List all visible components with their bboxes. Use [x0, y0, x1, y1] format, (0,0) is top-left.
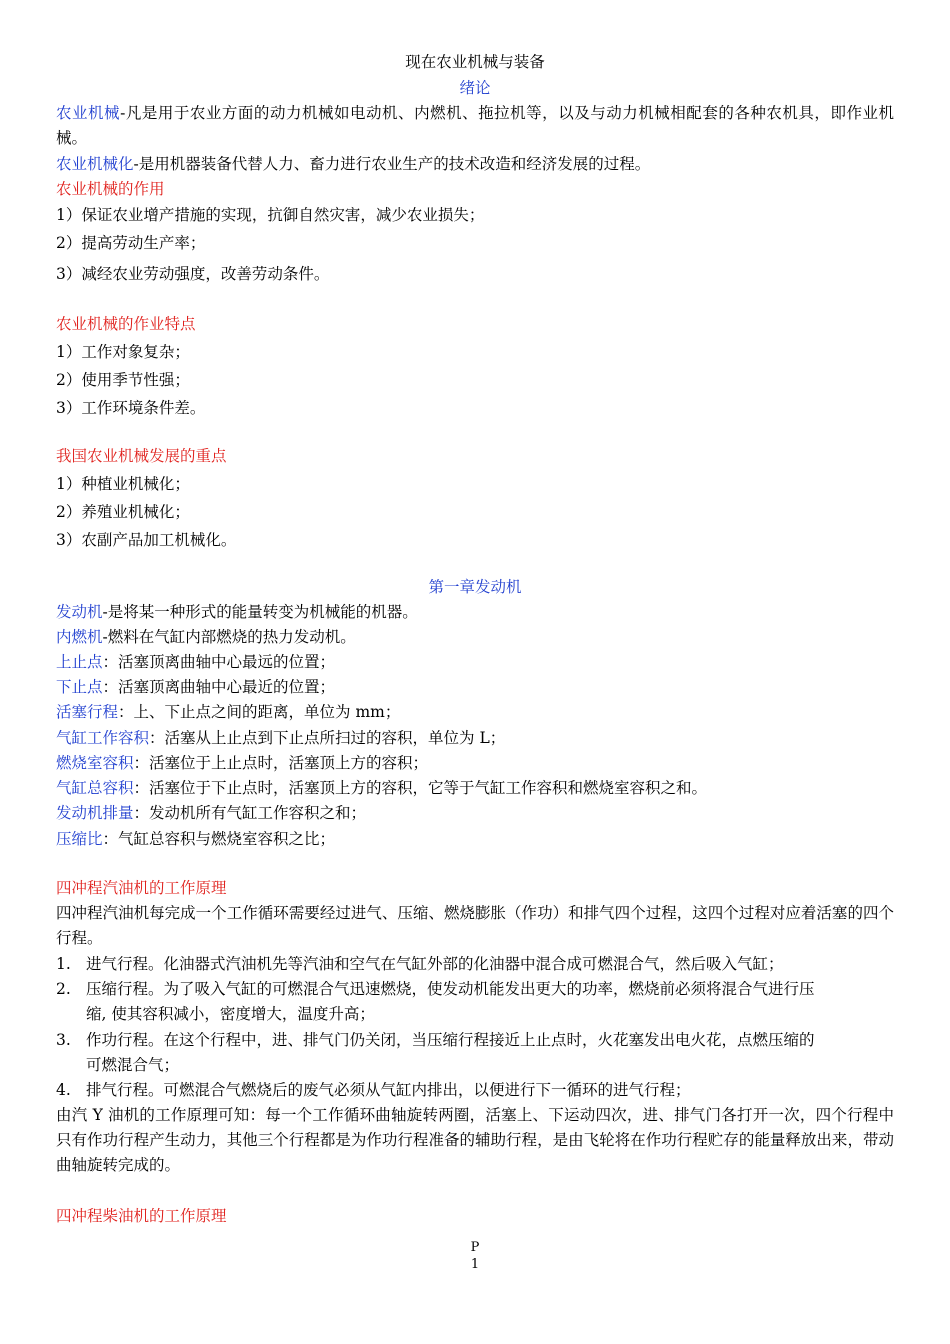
list-item: 3）农副产品加工机械化。	[56, 531, 237, 549]
summary-paragraph: 由汽 Y 油机的工作原理可知：每一个工作循环曲轴旋转两圈，活塞上、下运动四次，进、排气门各打开一次，四个行程中只有作功行程产生动力，其他三个行程都是为作功行程准备的辅助行程，是由飞轮将在作功行程贮存的能量释放出来，带动曲轴旋转完成的。	[56, 1106, 894, 1174]
definition-text: ：上、下止点之间的距离，单位为 mm；	[118, 703, 401, 721]
focus-heading: 我国农业机械发展的重点	[56, 447, 227, 465]
step-item	[56, 977, 894, 1002]
term: 下止点	[56, 678, 103, 696]
definition-line	[56, 827, 894, 852]
feature-heading: 农业机械的作业特点	[56, 315, 196, 333]
role-heading: 农业机械的作用	[56, 180, 165, 198]
gasoline-heading: 四冲程汽油机的工作原理	[56, 879, 227, 897]
definition-line	[56, 776, 894, 801]
step-number: 4.	[56, 1081, 71, 1099]
definition-line	[56, 625, 894, 650]
definition-text: ：活塞位于下止点时，活塞顶上方的容积，它等于气缸工作容积和燃烧室容积之和。	[133, 779, 708, 797]
step-text: 进气行程。化油器式汽油机先等汽油和空气在气缸外部的化油器中混合成可燃混合气，然后吸入气缸；	[86, 955, 784, 973]
definition-line	[56, 726, 894, 751]
term: 农业机械化	[56, 155, 134, 173]
term: 发动机	[56, 603, 103, 621]
definition-text: ：活塞位于上止点时，活塞顶上方的容积；	[133, 754, 429, 772]
definition-text: -是用机器装备代替人力、畜力进行农业生产的技术改造和经济发展的过程。	[133, 155, 651, 173]
definition-text: ：活塞从上止点到下止点所扫过的容积，单位为 L；	[149, 729, 506, 747]
step-continuation: 缩, 使其容积减小，密度增大，温度升高；	[86, 1005, 375, 1023]
intro-heading: 绪论	[459, 79, 491, 97]
footer-label: P	[470, 1240, 480, 1255]
step-continuation: 可燃混合气；	[86, 1056, 180, 1074]
step-number: 2.	[56, 980, 71, 998]
definition-text: ：活塞顶离曲轴中心最远的位置；	[102, 653, 336, 671]
definition-text: ：发动机所有气缸工作容积之和；	[133, 804, 367, 822]
step-number: 1.	[56, 955, 71, 973]
list-item: 2）使用季节性强；	[56, 371, 190, 389]
step-item	[56, 952, 894, 977]
term: 内燃机	[56, 628, 103, 646]
document-title: 现在农业机械与装备	[405, 53, 545, 71]
diesel-heading: 四冲程柴油机的工作原理	[56, 1207, 227, 1225]
term: 上止点	[56, 653, 103, 671]
chapter-heading: 第一章发动机	[428, 578, 522, 596]
definition-line	[56, 650, 894, 675]
page-number: 1	[470, 1257, 480, 1272]
list-item: 1）工作对象复杂；	[56, 343, 190, 361]
step-item	[56, 1078, 894, 1103]
definition-line	[56, 801, 894, 826]
definition-text: -是将某一种形式的能量转变为机械能的机器。	[102, 603, 418, 621]
list-item: 3）工作环境条件差。	[56, 399, 206, 417]
list-item: 1）种植业机械化；	[56, 475, 190, 493]
definition-line	[56, 700, 894, 725]
definition-line	[56, 600, 894, 625]
definition-line	[56, 675, 894, 700]
definition-text: -凡是用于农业方面的动力机械如电动机、内燃机、拖拉机等，以及与动力机械相配套的各种农机具，即作业机械。	[56, 104, 894, 147]
definition-text: ：气缸总容积与燃烧室容积之比；	[102, 830, 336, 848]
term: 气缸总容积	[56, 779, 134, 797]
step-text: 作功行程。在这个行程中，进、排气门仍关闭，当压缩行程接近上止点时，火花塞发出电火花，点燃压缩的	[86, 1031, 815, 1049]
term: 农业机械	[56, 104, 121, 122]
term: 压缩比	[56, 830, 103, 848]
definition-mechanization	[56, 152, 894, 177]
definition-agri-machinery	[56, 101, 894, 151]
step-text: 排气行程。可燃混合气燃烧后的废气必须从气缸内排出，以便进行下一循环的进气行程；	[86, 1081, 691, 1099]
term: 发动机排量	[56, 804, 134, 822]
step-number: 3.	[56, 1031, 71, 1049]
term: 燃烧室容积	[56, 754, 134, 772]
term: 气缸工作容积	[56, 729, 150, 747]
step-item	[56, 1028, 894, 1053]
list-item: 2）养殖业机械化；	[56, 503, 190, 521]
term: 活塞行程	[56, 703, 119, 721]
list-item: 2）提高劳动生产率；	[56, 234, 206, 252]
list-item: 3）减经农业劳动强度，改善劳动条件。	[56, 265, 330, 283]
definition-text: ：活塞顶离曲轴中心最近的位置；	[102, 678, 336, 696]
list-item: 1）保证农业增产措施的实现，抗御自然灾害，减少农业损失；	[56, 206, 485, 224]
step-text: 压缩行程。为了吸入气缸的可燃混合气迅速燃烧，使发动机能发出更大的功率，燃烧前必须将混合气进行压	[86, 980, 815, 998]
gasoline-intro: 四冲程汽油机每完成一个工作循环需要经过进气、压缩、燃烧膨胀（作功）和排气四个过程，这四个过程对应着活塞的四个行程。	[56, 904, 894, 947]
definition-text: -燃料在气缸内部燃烧的热力发动机。	[102, 628, 356, 646]
definition-line	[56, 751, 894, 776]
